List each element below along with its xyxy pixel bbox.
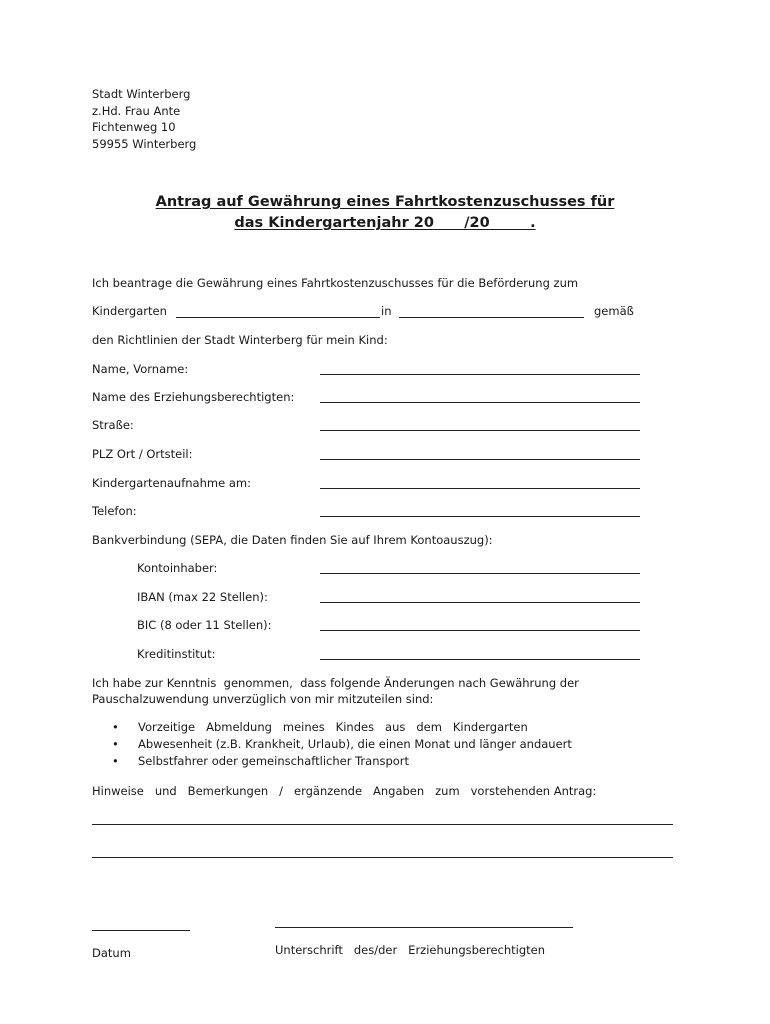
guidelines-sentence: den Richtlinien der Stadt Winterberg für mein Kind: — [92, 333, 388, 347]
date-line[interactable] — [92, 930, 190, 931]
guardian-label: Name des Erziehungsberechtigten: — [92, 390, 295, 404]
form-title-line-2: das Kindergartenjahr 20 /20 . — [234, 215, 536, 231]
account-holder-label: Kontoinhaber: — [137, 561, 218, 575]
bank-heading: Bankverbindung (SEPA, die Daten finden Sie auf Ihrem Kontoauszug): — [92, 533, 493, 547]
list-item-text: Abwesenheit (z.B. Krankheit, Urlaub), die einen Monat und länger andauert — [138, 737, 572, 751]
date-label: Datum — [92, 946, 131, 960]
notice-line-1: Ich habe zur Kenntnis genommen, dass folgende Änderungen nach Gewährung der — [92, 676, 579, 690]
admission-field-line[interactable] — [320, 488, 640, 489]
name-field-line[interactable] — [320, 374, 640, 375]
form-title-line-1: Antrag auf Gewährung eines Fahrtkostenzuschusses für — [155, 194, 615, 210]
street-label: Straße: — [92, 418, 134, 432]
name-label: Name, Vorname: — [92, 362, 189, 376]
in-label: in — [381, 304, 392, 318]
street-field-line[interactable] — [320, 430, 640, 431]
signature-line[interactable] — [275, 927, 573, 928]
address-line-attention: z.Hd. Frau Ante — [92, 103, 181, 118]
guardian-field-line[interactable] — [320, 402, 640, 403]
plz-label: PLZ Ort / Ortsteil: — [92, 447, 193, 461]
list-item-text: Vorzeitige Abmeldung meines Kindes aus dem Kindergarten — [138, 720, 528, 734]
bic-label: BIC (8 oder 11 Stellen): — [137, 618, 272, 632]
signature-label: Unterschrift des/der Erziehungsberechtigten — [275, 943, 546, 957]
kindergarten-name-line[interactable] — [176, 317, 380, 318]
kindergarten-label: Kindergarten — [92, 304, 167, 318]
list-item-text: Selbstfahrer oder gemeinschaftlicher Transport — [138, 754, 410, 768]
address-line-postal: 59955 Winterberg — [92, 136, 197, 151]
remarks-line-2[interactable] — [92, 857, 673, 858]
remarks-line-1[interactable] — [92, 824, 673, 825]
bic-field-line[interactable] — [320, 630, 640, 631]
gemass-label: gemäß — [594, 304, 634, 318]
institute-field-line[interactable] — [320, 659, 640, 660]
plz-field-line[interactable] — [320, 459, 640, 460]
bullet-icon: • — [112, 737, 119, 751]
admission-label: Kindergartenaufnahme am: — [92, 476, 251, 490]
intro-sentence: Ich beantrage die Gewährung eines Fahrtkostenzuschusses für die Beförderung zum — [92, 276, 579, 290]
phone-label: Telefon: — [92, 504, 137, 518]
account-holder-field-line[interactable] — [320, 573, 640, 574]
notice-line-2: Pauschalzuwendung unverzüglich von mir mitzuteilen sind: — [92, 692, 434, 706]
phone-field-line[interactable] — [320, 516, 640, 517]
recipient-address — [92, 86, 196, 152]
address-line-city-office: Stadt Winterberg — [92, 87, 191, 101]
iban-field-line[interactable] — [320, 602, 640, 603]
address-line-street: Fichtenweg 10 — [92, 120, 176, 134]
iban-label: IBAN (max 22 Stellen): — [137, 590, 268, 604]
bullet-icon: • — [112, 720, 119, 734]
kindergarten-location-line[interactable] — [399, 317, 584, 318]
institute-label: Kreditinstitut: — [137, 647, 216, 661]
bullet-icon: • — [112, 754, 119, 768]
remarks-label: Hinweise und Bemerkungen / ergänzende Angaben zum vorstehenden Antrag: — [92, 784, 597, 798]
